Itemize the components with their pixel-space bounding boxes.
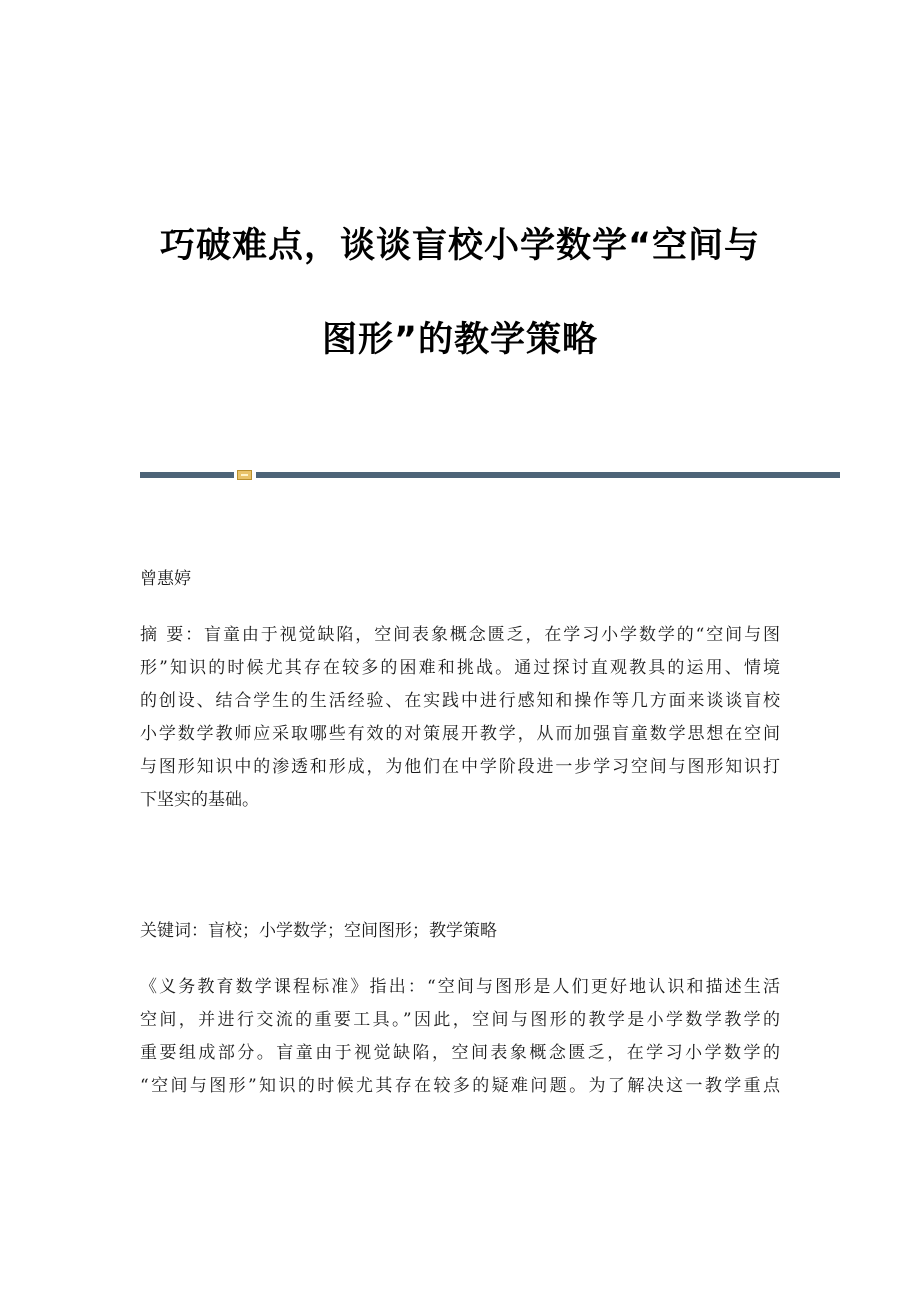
body-paragraph: [140, 976, 780, 1108]
title-divider: [140, 470, 840, 480]
keywords: 关键词：盲校；小学数学；空间图形；教学策略: [140, 921, 497, 941]
body-line: “空间与图形”知识的时候尤其存在较多的疑难问题。为了解决这一教学重点: [140, 1076, 780, 1096]
divider-bar-right: [256, 472, 840, 478]
body-line: 重要组成部分。盲童由于视觉缺陷，空间表象概念匮乏，在学习小学数学的: [140, 1043, 780, 1063]
abstract-paragraph: [140, 624, 780, 822]
body-line: 空间，并进行交流的重要工具。”因此，空间与图形的教学是小学数学教学的: [140, 1010, 780, 1030]
body-line: 《义务教育数学课程标准》指出：“空间与图形是人们更好地认识和描述生活: [140, 977, 780, 997]
divider-ornament-icon: [237, 470, 252, 480]
abstract-line: 与图形知识中的渗透和形成，为他们在中学阶段进一步学习空间与图形知识打: [140, 757, 780, 777]
abstract-line: 小学数学教师应采取哪些有效的对策展开教学，从而加强盲童数学思想在空间: [140, 724, 780, 744]
abstract-line: 摘 要：盲童由于视觉缺陷，空间表象概念匮乏，在学习小学数学的“空间与图: [140, 625, 780, 645]
abstract-line: 的创设、结合学生的生活经验、在实践中进行感知和操作等几方面来谈谈盲校: [140, 691, 780, 711]
abstract-line: 形”知识的时候尤其存在较多的困难和挑战。通过探讨直观教具的运用、情境: [140, 658, 780, 678]
document-title-line-1: 巧破难点，谈谈盲校小学数学“空间与: [159, 226, 760, 266]
divider-bar-left: [140, 472, 234, 478]
document-title-line-2: 图形”的教学策略: [321, 320, 598, 360]
abstract-line: 下坚实的基础。: [140, 790, 259, 810]
author-name: 曾惠婷: [140, 569, 191, 589]
